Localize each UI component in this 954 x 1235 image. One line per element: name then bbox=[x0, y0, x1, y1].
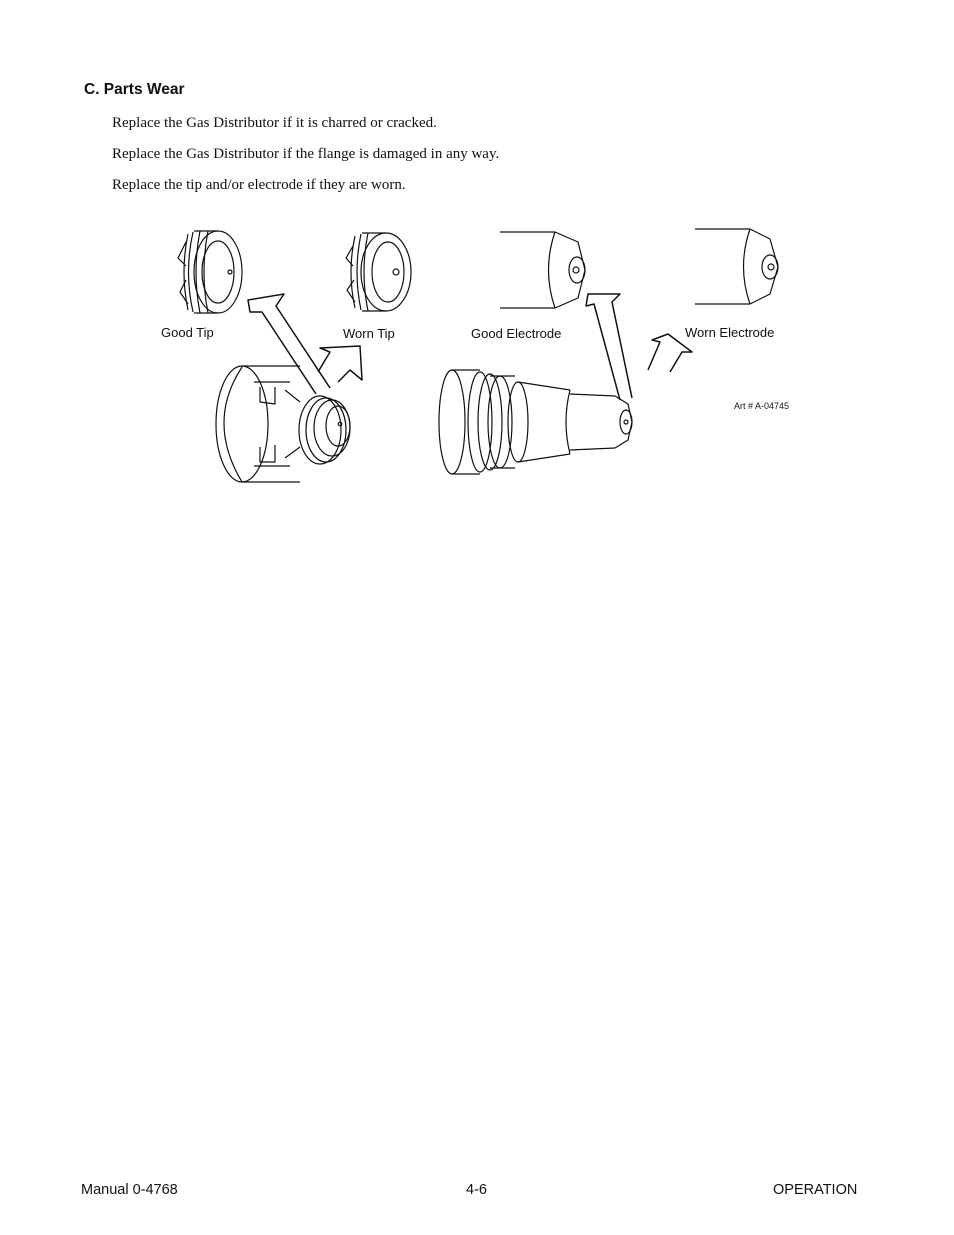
label-worn-tip: Worn Tip bbox=[343, 326, 395, 341]
arrows bbox=[248, 294, 692, 400]
footer-manual-number: Manual 0-4768 bbox=[81, 1182, 178, 1198]
footer-section-name: OPERATION bbox=[773, 1182, 858, 1198]
instruction-line-3: Replace the tip and/or electrode if they are worn. bbox=[112, 177, 406, 193]
good-tip-drawing bbox=[178, 231, 242, 313]
worn-electrode-drawing bbox=[695, 229, 778, 304]
worn-tip-drawing bbox=[346, 233, 411, 311]
tip-assembly-drawing bbox=[216, 366, 350, 482]
art-number: Art # A-04745 bbox=[734, 401, 790, 411]
instruction-line-1: Replace the Gas Distributor if it is charred or cracked. bbox=[112, 115, 437, 131]
parts-wear-figure bbox=[150, 222, 810, 492]
label-good-tip: Good Tip bbox=[161, 325, 214, 340]
parts-wear-illustration bbox=[150, 222, 810, 492]
good-electrode-drawing bbox=[500, 232, 585, 308]
footer-page-number: 4-6 bbox=[466, 1182, 487, 1198]
label-worn-electrode: Worn Electrode bbox=[685, 325, 775, 340]
instruction-line-2: Replace the Gas Distributor if the flange is damaged in any way. bbox=[112, 146, 500, 162]
label-good-electrode: Good Electrode bbox=[471, 326, 562, 341]
electrode-assembly-drawing bbox=[439, 370, 632, 474]
section-heading: C. Parts Wear bbox=[84, 81, 185, 98]
